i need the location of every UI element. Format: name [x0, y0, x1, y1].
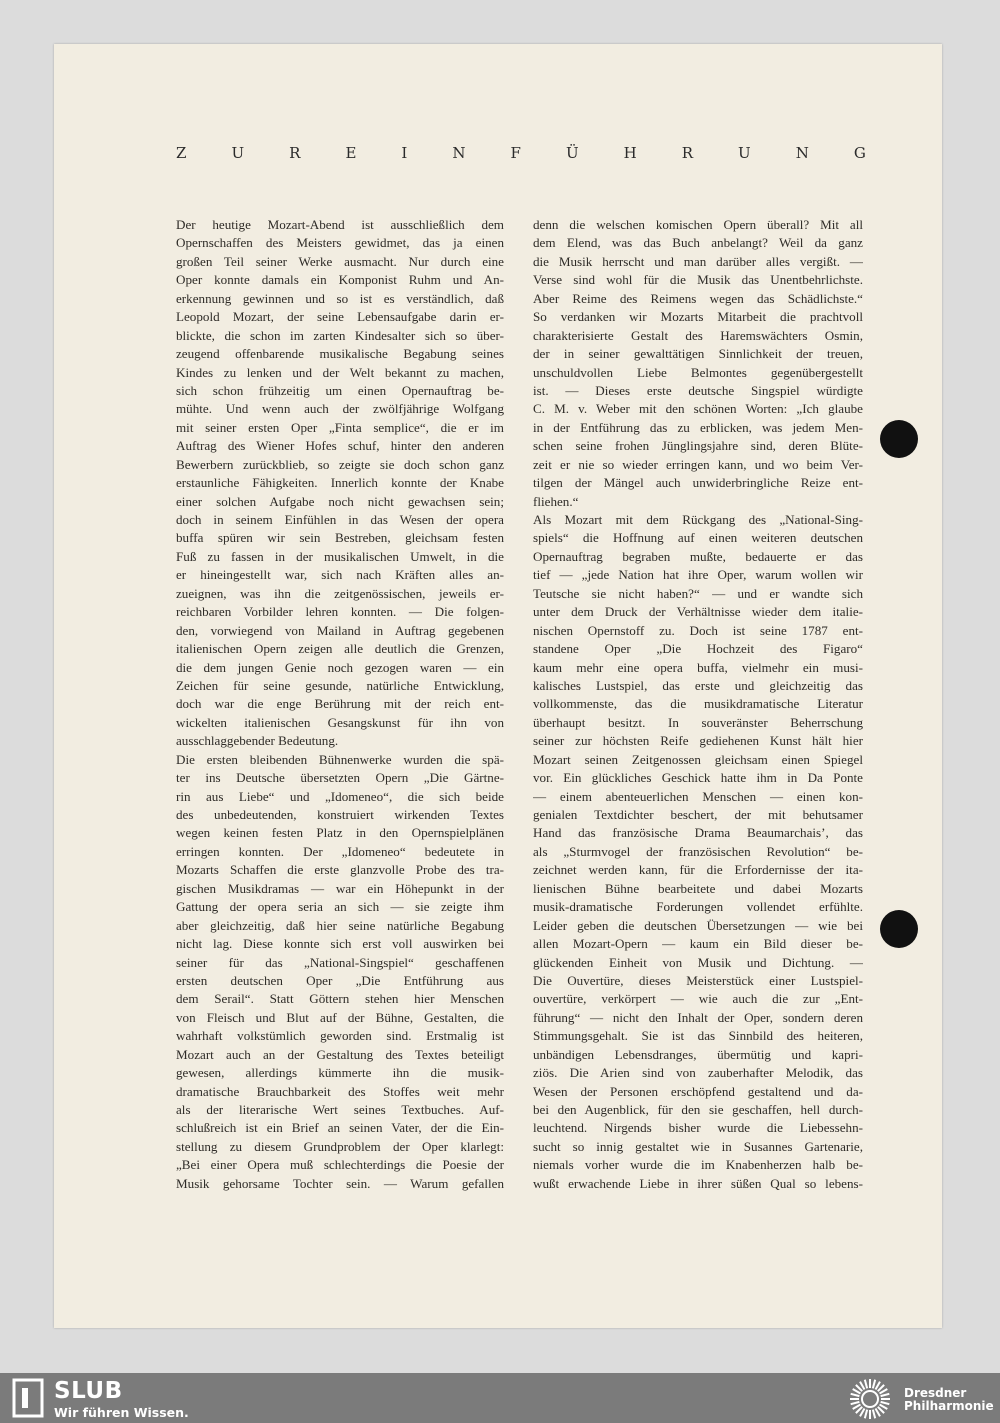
partner-name-line2: Philharmonie [904, 1399, 994, 1413]
text-line: ersten deutschen Oper „Die Entführung aus [176, 972, 504, 988]
text-column-left [176, 216, 504, 1193]
text-line: sucht so innig gestaltet wie in Susannes Gartenarie, [533, 1138, 863, 1154]
text-line: tilgen der Mängel auch unwiderbringliche Reize ent- [533, 475, 863, 491]
text-line: als „Sturmvogel der französischen Revolution“ be- [533, 843, 863, 859]
text-line: des unbedeutenden, konstruiert wirkenden Textes [176, 807, 504, 822]
text-column-right [533, 216, 863, 1193]
text-line: doch in seinem Einfühlen in das Wesen der opera [176, 512, 504, 527]
text-line: genialen Textdichter beschert, der mit behutsamer [533, 807, 863, 822]
heading-letter: I [401, 144, 408, 162]
text-line: dem Elend, was das Buch anbelangt? Weil da ganz [533, 235, 863, 251]
text-line: allen Mozart-Opern — kaum ein Bild dieser be- [533, 936, 863, 952]
heading-letter: N [452, 144, 466, 162]
text-line: Zeichen für seine gesunde, natürliche Entwicklung, [176, 677, 504, 693]
heading-letter: Ü [565, 144, 579, 162]
text-line: einer solchen Aufgabe noch nicht gewachsen sein; [176, 493, 504, 509]
text-line: tief — „jede Nation hat ihre Oper, warum wollen wir [533, 567, 863, 583]
text-line: Mozart auch an der Gestaltung des Textes beteiligt [176, 1046, 504, 1062]
text-line: bei den Augenblick, für den sie geschaffen, hell durch- [533, 1102, 863, 1117]
heading-letter: Z [176, 144, 187, 162]
punch-hole [880, 910, 918, 948]
text-line: in der Entführung das zu erblicken, was jedem Men- [533, 419, 863, 435]
text-line: vor. Ein glückliches Geschick hatte ihm in Da Ponte [533, 770, 863, 786]
heading-letter: F [510, 144, 521, 162]
text-line: schen seine frohen Jünglingsjahre sind, deren Blüte- [533, 438, 863, 454]
text-line: wickelten italienischen Gesangskunst für ihn von [176, 714, 504, 730]
text-line: gischen Musikdramas — war ein Höhepunkt in der [176, 880, 504, 896]
heading-letter: H [623, 144, 637, 162]
text-line: Oper konnte damals ein Komponist Ruhm und An- [176, 272, 504, 288]
text-line: Mozarts Schaffen die erste glanzvolle Probe des tra- [176, 862, 504, 878]
text-line: Der heutige Mozart-Abend ist ausschließlich dem [176, 217, 504, 232]
text-line: rin aus Liebe“ und „Idomeneo“, die sich beide [176, 788, 504, 804]
text-line: Fuß zu fassen in der musikalischen Umwelt, in die [176, 548, 504, 564]
text-line: ausschlaggebender Bedeutung. [176, 733, 339, 749]
text-line: Teutsche sie nicht haben?“ — und er wandte sich [533, 585, 863, 601]
text-line: ter ins Deutsche übersetzten Opern „Die Gärtne- [176, 770, 504, 786]
text-line: seiner zur höchsten Reife gediehenen Kunst hält hier [533, 733, 863, 749]
text-line: italienischen Opern zeigen alle deutlich die Grenzen, [176, 641, 504, 657]
text-line: Die ersten bleibenden Bühnenwerke wurden die spä- [176, 751, 504, 767]
text-line: Opernschaffen des Meisters gewidmet, das ja einen [176, 235, 504, 251]
text-line: überhaupt besitzt. In souveränster Beherrschung [533, 714, 863, 730]
slub-logo-icon [12, 1378, 44, 1418]
partner-name-line1: Dresdner [904, 1386, 967, 1400]
text-line: niemals vorher wurde die im Knabenherzen halb be- [533, 1157, 863, 1173]
text-line: musik-dramatische Forderungen vollendet erfühlte. [533, 899, 863, 915]
text-line: leuchtend. Nirgends bisher wurde die Liebessehn- [533, 1120, 863, 1136]
text-line: denn die welschen komischen Opern überall? Mit all [533, 217, 863, 232]
text-line: unschuldvollen Liebe Belmontes gegenübergestellt [533, 364, 863, 380]
text-line: doch war die enge Berührung mit der reich ent- [176, 696, 504, 712]
text-line: aber gleichzeitig, daß hier seine natürliche Begabung [176, 917, 504, 933]
text-line: die Musik herrscht und man darüber alles vergißt. — [533, 253, 863, 269]
heading-letter: G [853, 144, 866, 162]
text-line: Stimmungsgehalt. Sie ist das Sinnbild des heiteren, [533, 1028, 863, 1044]
text-line: Hand das französische Drama Beaumarchais’, das [533, 825, 863, 841]
text-line: zueignen, was ihn die zeitgenössischen, jeweils er- [176, 585, 504, 601]
text-line: großen Teil seiner Werke ausmacht. Nur durch eine [176, 253, 504, 269]
text-line: stellung zu diesem Grundproblem der Oper klarlegt: [176, 1138, 504, 1154]
text-line: Als Mozart mit dem Rückgang des „National-Sing- [533, 512, 863, 527]
text-line: schlußreich ist ein Brief an seinen Vater, der die Ein- [176, 1120, 504, 1136]
text-line: ziös. Die Arien sind von zauberhafter Melodik, das [533, 1065, 863, 1081]
text-line: der in seiner gewalttätigen Sinnlichkeit der treuen, [533, 346, 863, 362]
text-line: Leopold Mozart, der seine Lebensaufgabe darin er- [176, 309, 504, 325]
text-line: unbändigen Lebensdranges, übermütig und kapri- [533, 1046, 863, 1062]
text-line: führung“ — nicht den Inhalt der Oper, sondern deren [533, 1009, 863, 1025]
text-line: ist. — Dieses erste deutsche Singspiel würdigte [533, 382, 863, 398]
slub-tagline: Wir führen Wissen. [54, 1405, 189, 1420]
text-line: Auftrag des Wiener Hofes schuf, hinter den anderen [176, 438, 504, 454]
text-line: So verdanken wir Mozarts Mitarbeit die prachtvoll [533, 309, 863, 325]
text-line: nicht lag. Diese konnte sich erst voll auswirken bei [176, 936, 504, 952]
text-line: „Bei einer Opera muß schlechterdings die Poesie der [176, 1157, 504, 1173]
text-line: wegen keinen festen Platz in den Opernspielplänen [176, 825, 504, 841]
text-line: von Fleisch und Blut auf der Bühne, Gestalten, die [176, 1009, 504, 1025]
text-line: dem Serail“. Statt Göttern stehen hier Menschen [176, 991, 504, 1007]
text-line: C. M. v. Weber mit den schönen Worten: „Ich glaube [533, 401, 863, 417]
text-line: er hineingestellt war, sich nach Kräften alles an- [176, 567, 504, 583]
text-line: erstaunliche Fähigkeiten. Innerlich konnte der Knabe [176, 475, 504, 491]
text-line: glückenden Einheit von Musik und Dichtung. — [533, 954, 863, 970]
heading-letter: U [738, 144, 751, 162]
heading-letter: N [795, 144, 809, 162]
text-line: kaum mehr eine opera buffa, vielmehr ein musi- [533, 659, 863, 675]
text-line: kalisches Lustspiel, das erste und gleichzeitig das [533, 677, 863, 693]
text-line: mit seiner ersten Oper „Finta semplice“, die er im [176, 419, 504, 435]
text-line: zeugend offenbarende musikalische Begabung seines [176, 346, 504, 362]
punch-hole [880, 420, 918, 458]
text-line: gewesen, allerdings kümmerte ihn die musik- [176, 1065, 504, 1081]
text-line: spiels“ die Hoffnung auf einen weiteren deutschen [533, 530, 863, 546]
text-line: fliehen.“ [533, 493, 579, 509]
text-line: zeit er nie so wieder erringen kann, und wo beim Ver- [533, 456, 863, 472]
heading-letter: R [289, 144, 301, 162]
heading-letter: E [345, 144, 357, 162]
text-line: den, vorwiegend von Mailand in Auftrag gegebenen [176, 622, 504, 638]
text-line: zeichnet werden kann, für die Erfordernisse der ita- [533, 862, 863, 878]
text-line: Aber Reime des Reimens wegen das Schädlichste.“ [533, 290, 863, 306]
text-line: lienischen Bühne bearbeitete und dabei Mozarts [533, 880, 863, 896]
text-line: blickte, die schon im zarten Kindesalter sich so über- [176, 327, 504, 343]
text-line: Verse sind wohl für die Musik das Unentbehrlichste. [533, 272, 863, 288]
text-line: reichbaren Vorbilder lehren konnten. — Die folgen- [176, 604, 504, 620]
partner-name [904, 1387, 994, 1413]
text-line: mühte. Und wenn auch der zwölfjährige Wolfgang [176, 401, 504, 417]
text-line: vollkommenste, das die musikdramatische Literatur [533, 696, 863, 712]
heading-letter: R [681, 144, 694, 162]
text-line: Die Ouvertüre, dieses Meisterstück einer Lustspiel- [533, 972, 863, 988]
text-line: die dem jungen Genie noch gezogen waren — ein [176, 659, 504, 675]
text-line: sich schon frühzeitig um einen Opernauftrag be- [176, 382, 504, 398]
text-line: charakterisierte Gestalt des Haremswächters Osmin, [533, 327, 863, 343]
page-heading [176, 144, 866, 162]
text-line: buffa spüren wir sein Bestreben, gleichsam festen [176, 530, 504, 546]
text-line: Leider geben die deutschen Übersetzungen — wie bei [533, 917, 863, 933]
slub-name: SLUB [54, 1378, 123, 1404]
text-line: — einem abenteuerlichen Menschen — einen kon- [533, 788, 863, 804]
text-line: Bewerbern zurückblieb, so zeigte sie doch schon ganz [176, 456, 504, 472]
text-line: Kindes zu lenken und der Welt bekannt zu machen, [176, 364, 504, 380]
text-line: ouvertüre, verkörpert — wie auch die zur „Ent- [533, 991, 863, 1007]
text-line: seiner für das „National-Singspiel“ geschaffenen [176, 954, 504, 970]
text-line: Wesen der Personen erschöpfend gestaltend und da- [533, 1083, 863, 1099]
dresdner-philharmonie-logo-icon [842, 1376, 898, 1422]
text-line: unter dem Druck der Verhältnisse wieder dem italie- [533, 604, 863, 620]
text-line: Opernauftrag begraben mußte, bedauerte er das [533, 548, 863, 564]
text-line: erringen konnten. Der „Idomeneo“ bedeutete in [176, 843, 504, 859]
text-line: erkennung gewinnen und so ist es verständlich, daß [176, 290, 504, 306]
text-line: dramatische Brauchbarkeit des Stoffes weit mehr [176, 1083, 504, 1099]
text-line: nischen Opernstoff zu. Doch ist seine 1787 ent- [533, 622, 863, 638]
text-line: Mozart seinen Zeitgenossen gleichsam einen Spiegel [533, 751, 863, 767]
text-line: Musik gehorsame Tochter sein. — Warum gefallen [176, 1175, 504, 1191]
text-line: als der literarische Wert seines Textbuches. Auf- [176, 1102, 504, 1117]
text-line: Gattung der opera seria an sich — sie zeigte ihm [176, 899, 504, 915]
text-line: wahrhaft volkstümlich geworden sind. Erstmalig ist [176, 1028, 504, 1044]
heading-letter: U [231, 144, 245, 162]
text-line: standene Oper „Die Hochzeit des Figaro“ [533, 641, 863, 657]
text-line: wußt erwachende Liebe in ihrer süßen Qual so lebens- [533, 1175, 863, 1191]
